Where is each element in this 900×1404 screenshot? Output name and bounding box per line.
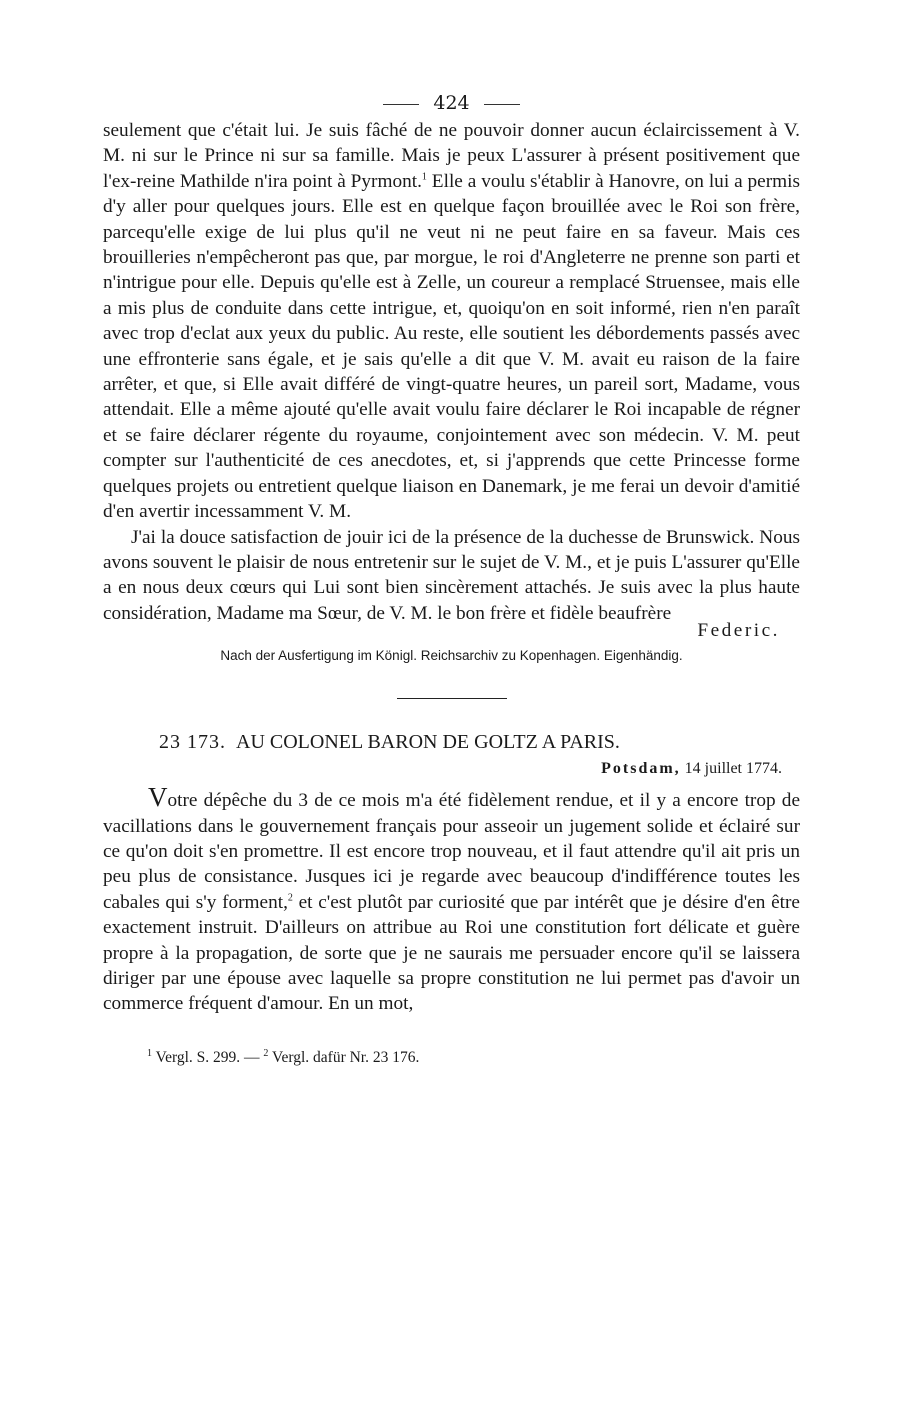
page-header bbox=[103, 88, 800, 118]
letter-title: AU COLONEL BARON DE GOLTZ A PARIS. bbox=[236, 731, 620, 754]
letter-2-heading bbox=[103, 729, 800, 755]
footnote-ref-1: 1 bbox=[421, 171, 427, 183]
letter-1-paragraph-1: seulement que c'était lui. Je suis fâché de ne pouvoir donner aucun éclaircissement à V. M. ni sur le Prince ni sur sa famille. Mais je peux L'assurer à présent positivement que l'ex-reine Mathilde n'ira point à Pyrmont.$^1$ Elle a voulu s'établir à Hanovre, on lui a permis d'y aller pour quelques jours. Elle est en quelque façon brouillée avec le Roi son frère, parcequ'elle exige de lui plus qu'il ne veut ni ne peut faire en sa faveur. Mais ces brouilleries n'empêcheront pas que, par morgue, le roi d'Angleterre ne prenne son parti et n'intrigue pour elle. Depuis qu'elle est à Zelle, un coureur a remplacé Struensee, mais elle a mis plus de conduite dans cette intrigue, et, quoiqu'on en soit informé, rien n'en paraît avec trop d'eclat aux yeux du public. Au reste, elle soutient les débordements passés avec une effronterie sans égale, et je sais qu'elle a dit que V. M. avait eu raison de la faire arrêter, et que, si Elle avait différé de vingt-quatre heures, un pareil sort, Madame, vous attendait. Elle a même ajouté qu'elle avait voulu faire déclarer le Roi incapable de régner et se faire déclarer régente du royaume, conjointement avec son médecin. V. M. peut compter sur l'authenticité de ces anecdotes, et, si j'apprends que cette Princesse forme quelques projets ou entretient quelque liaison en Danemark, je me ferai un devoir d'amitié d'en avertir incessamment V. M. bbox=[103, 120, 800, 523]
letter-2-paragraph-1: Votre dépêche du 3 de ce mois m'a été fidèlement rendue, et il y a encore trop de vacillations dans le gouvernement français pour asseoir un jugement solide et éclairé sur ce qu'on doit s'en promettre. Il est encore trop nouveau, et il faut attendre qu'il ait pris un peu plus de consistance. Jusques ici je regarde avec beaucoup d'indifférence toutes les cabales qui s'y forment,$^2$ et c'est plutôt par curiosité que par intérêt que je désire d'en être exactement instruit. D'ailleurs on attribue au Roi une constitution fort délicate et guère propre à la propagation, de sorte que je ne saurais me persuader encore qu'il se laissera diriger par une épouse avec laquelle sa propre constitution ne lui permet pas d'avoir un commerce fréquent d'amour. En un mot, bbox=[103, 782, 800, 1015]
footnote-1-mark: 1 bbox=[147, 1047, 152, 1059]
section-divider bbox=[397, 698, 507, 699]
letter-1-body bbox=[103, 118, 800, 626]
letter-number: 23 173. bbox=[159, 731, 226, 754]
footnote-2-text: Vergl. dafür Nr. 23 176. bbox=[268, 1048, 420, 1066]
footnotes bbox=[103, 1047, 800, 1069]
letter-2-body bbox=[103, 782, 800, 1017]
footnote-1-text: Vergl. S. 299. — bbox=[152, 1048, 264, 1066]
footnote-ref-2: 2 bbox=[287, 892, 293, 904]
footnote-2-mark: 2 bbox=[263, 1047, 269, 1059]
header-dash-right bbox=[484, 104, 520, 105]
drop-cap: V bbox=[148, 782, 168, 813]
signature: Federic. bbox=[697, 620, 780, 642]
dateline-place: Potsdam, bbox=[601, 760, 681, 778]
dateline bbox=[103, 757, 800, 781]
letter-1-paragraph-2: J'ai la douce satisfaction de jouir ici de la présence de la duchesse de Brunswick. Nous avons souvent le plaisir de nous entretenir sur le sujet de V. M., et je puis L'assurer qu'Elle a en nous deux cœurs qui Lui sont bien sincèrement attachés. Je suis avec la plus haute considération, Madame ma Sœur, de V. M. le bon frère et fidèle beaufrère bbox=[103, 526, 800, 624]
header-dash-left bbox=[383, 104, 419, 105]
document-page bbox=[103, 88, 800, 1069]
page-number: 424 bbox=[433, 92, 470, 114]
dateline-date: 14 juillet 1774. bbox=[684, 760, 782, 778]
source-note: Nach der Ausfertigung im Königl. Reichsarchiv zu Kopenhagen. Eigenhändig. bbox=[220, 648, 683, 664]
